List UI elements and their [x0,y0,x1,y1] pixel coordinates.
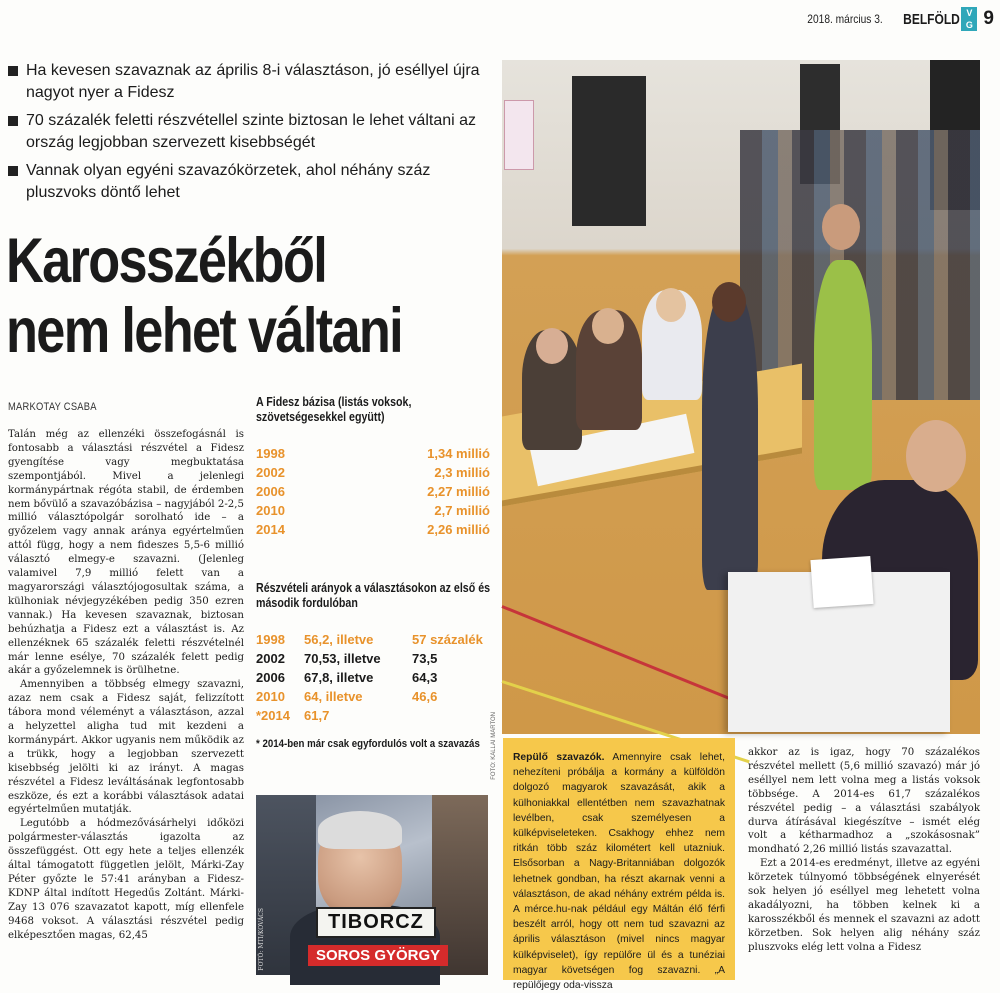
table-row: 2014 2,26 millió [256,522,490,537]
photo-credit: FOTÓ: MTI/KOVÁCS [258,908,265,971]
page-header [794,6,994,32]
article-body [8,428,244,943]
bullet-square-icon [8,166,18,176]
box-title: Részvételi arányok a választásokon az első és második fordulóban [256,580,491,610]
caption-lead: Repülő szavazók. [513,752,605,763]
caption-text: Amennyire csak lehet, nehezíteni próbálja a kormány a külföldön dolgozó magyarok szavazását, akik a külhoniakkal ellentétben nem szavazhatnak levélben, csak személyesen a külképviseleteken. Csakhogy ehhez nem ritkán több száz kilométert kell utazniuk. Elsősorban a Nagy-Britanniában dolgozók lehetnek gondban, ha részt akarnak venni a választáson, de akad néhány extrém példa is. A mérce.hu-nak például egy Máltán élő férfi beszélt arról, hogy ott nem tud szavazni az április választáson (mivel nincs magyar külképviselet), így repülőre ül és a tunéziai magyar követségen fog szavazni. „A repülőjegy oda-vissza [513,752,725,992]
article-paragraph: Amennyiben a többség elmegy szavazni, azaz nem csak a Fidesz saját, felizzított tábora mond véleményt a választáson, azzal a helyzettel aligha tud mit kezdeni a kormánypárt. Akkor ugyanis nem működik az a trükk, hogy a legjobban szervezett kisebbség jelölti ki az irányt. A magas részvétel a Fidesz leváltásának legfontosabb eszköze, és ezt a korábbi választások adatai egyértelműen mutatják. [8,679,244,816]
table-row: 2002 2,3 millió [256,465,490,480]
page-number: 9 [983,8,994,29]
newspaper-logo: V G [961,7,977,31]
article-paragraph: akkor az is igaz, hogy 70 százalékos részvétel mellett (5,6 millió szavazó) már jó eséllyel nem lett volna meg a listás voksok többsége. A 2014-es 61,7 százalékos részvétel pedig – a választási szabályok durva átírásával kiegészítve – ismét elég volt a kétharmadhoz a „szokásosnak” mondható 2,26 millió listás szavazattal. [748,747,980,856]
byline: MARKOTAY CSABA [8,401,97,413]
bullet-square-icon [8,116,18,126]
table-row: 1998 1,34 millió [256,446,490,461]
box-title: A Fidesz bázisa (listás voksok, szövetségesekkel együtt) [256,394,412,424]
article-headline: Karosszékből nem lehet váltani [6,226,403,366]
photo-credit: FOTÓ: KÁLLAI MÁRTON [491,712,497,780]
section-name: BELFÖLD [902,10,960,28]
table-row: 2002 70,53, illetve 73,5 [256,651,438,666]
article-column-continued [748,746,980,955]
photo-caption-box [503,738,735,992]
ballot-envelope [810,556,873,608]
table-row: *2014 61,7 [256,708,330,723]
article-paragraph: Legutóbb a hódmezővásárhelyi időközi polgármester-választás igazolta az összefüggést. Ott egy hete a teljes ellenzék által támogatott független jelölt, Márki-Zay Péter győzte le 57:41 arányban a Fidesz-KDNP által indított Hegedűs Zoltánt. Márki-Zay 13 076 szavazatot kapott, míg ellenfele 9468 voksot. A választási részvétel pedig elképesztően magas, 62,45 [8,818,244,941]
fidesz-base-box [256,394,490,539]
soros-poster-photo [256,795,488,975]
summary-bullet: Ha kevesen szavaznak az április 8-i választáson, jó eséllyel újra nagyot nyer a Fidesz [8,60,493,104]
polling-station-photo [502,60,980,734]
summary-bullets [8,60,493,210]
footnote: * 2014-ben már csak egyfordulós volt a szavazás [256,738,480,750]
table-row: 2010 64, illetve 46,6 [256,689,438,704]
table-row: 1998 56,2, illetve 57 százalék [256,632,483,647]
article-paragraph: Talán még az ellenzéki összefogásnál is fontosabb a választási részvétel a Fidesz gyengítése vagy megbuktatása szempontjából. Mivel a jelenlegi kormánypártnak régóta stabil, de érdemben nem bővülő a szavazóbázisa – nagyjából 2-2,5 millió választópolgár sorolható ide – a győzelem vagy annak aránya egyértelműen attól függ, hogy a nem fideszes 5,5-6 millió választó elmegy-e szavazni. (Jelenleg valamivel 7,9 millió felett van a magyarországi választójogosultak száma, a külhoniak névjegyzékében pedig 350 ezren vannak.) Ha kevesen szavaznak, biztosan behúzhatja a Fidesz ezt a választást is. Az ellenzéknek 65 százalék feletti részvételnél már lenne esélye, 70 százalék felett pedig akár a győzelemnek is örülhetne. [8,429,244,677]
table-row: 2006 2,27 millió [256,484,490,499]
summary-bullet: Vannak olyan egyéni szavazókörzetek, ahol néhány száz pluszvoks döntő lehet [8,160,493,204]
poster-sign: TIBORCZ [316,907,436,938]
table-row: 2006 67,8, illetve 64,3 [256,670,438,685]
issue-date: 2018. március 3. [807,12,883,26]
poster-caption: SOROS GYÖRGY [308,945,448,966]
article-paragraph: Ezt a 2014-es eredményt, illetve az egyéni körzetek túlnyomó többségének elnyerését sok helyen jó eséllyel meg lehetett volna akadályozni, ha többen kelnek ki a karosszékből és mennek el szavazni az adott körzetben. Sok helyen alig néhány száz pluszvoks elég lett volna a Fidesz [748,858,980,953]
table-row: 2010 2,7 millió [256,503,490,518]
bullet-square-icon [8,66,18,76]
summary-bullet: 70 százalék feletti részvétellel szinte biztosan le lehet váltani az ország legjobban szervezett kisebbségét [8,110,493,154]
turnout-box [256,580,490,752]
